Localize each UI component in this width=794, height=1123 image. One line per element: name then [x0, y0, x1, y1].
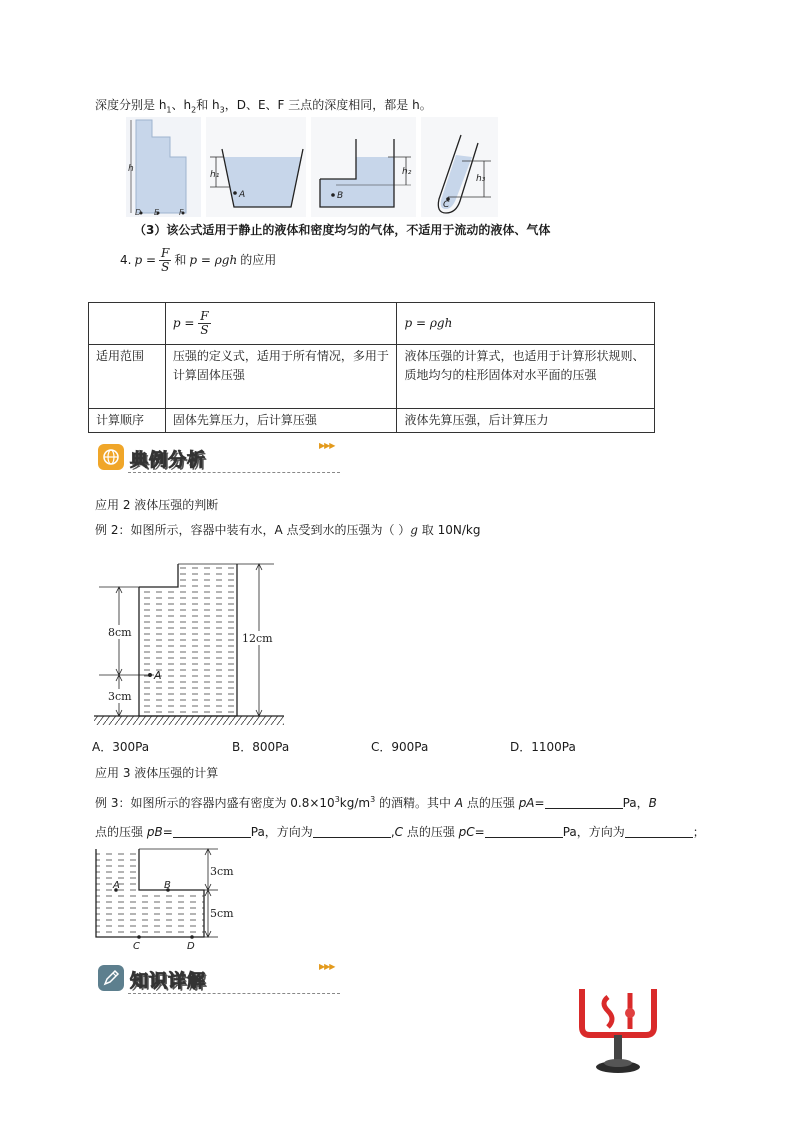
- table-header-row: [89, 303, 655, 345]
- ex3-point-c-text: C: [394, 825, 404, 839]
- ex3-text-b: kg/m: [339, 796, 371, 810]
- ex3-text-d: 点的压强: [463, 796, 519, 810]
- ex3-point-c: [137, 935, 141, 939]
- label-f: F: [179, 208, 184, 217]
- table-row: [89, 409, 655, 433]
- table-header-formula-1: [165, 303, 397, 345]
- row-scope-col1: 压强的定义式，适用于所有情况，多用于计算固体压强: [165, 345, 397, 409]
- example-2-figure: [94, 553, 299, 733]
- table-corner-cell: [89, 303, 166, 345]
- blank-pa[interactable]: [545, 795, 623, 809]
- pressure-apparatus-image: [572, 983, 664, 1079]
- example-3-line-2: 点的压强 pB= Pa，方向为 ,C 点的压强 pC= Pa，方向为 ；: [95, 825, 705, 839]
- ex3-sup-1: 3: [334, 795, 340, 804]
- ex2-text-b: 取 10N/kg: [417, 523, 481, 537]
- ex3-pc-symbol: pC: [458, 825, 475, 839]
- example-2-question: [95, 522, 480, 538]
- option-b[interactable]: B．800Pa: [232, 740, 290, 754]
- option-c[interactable]: C．900Pa: [371, 740, 429, 754]
- ex3-eq-3: =: [474, 825, 485, 839]
- intro-line: [95, 97, 432, 118]
- formula-p-eq: p =: [134, 253, 157, 267]
- header-fraction: [198, 310, 210, 337]
- stand-pole: [614, 1035, 622, 1063]
- ex3-label-3cm: 3cm: [210, 865, 234, 878]
- ground-hatch: [94, 716, 284, 725]
- ex3-sup-2: 3: [370, 795, 376, 804]
- globe-icon: [98, 444, 124, 470]
- sub-2: 2: [191, 105, 197, 115]
- ex3-point-a-text: A: [454, 796, 464, 810]
- option-a[interactable]: A．300Pa: [92, 740, 150, 754]
- beaker-liquid: [224, 157, 302, 207]
- blank-direction-b[interactable]: [313, 824, 391, 838]
- fraction-f-over-s: [159, 247, 171, 274]
- fraction-numerator: F: [161, 245, 170, 260]
- and-text: 和: [174, 253, 187, 267]
- ex2-label-8cm: 8cm: [108, 626, 132, 639]
- h3-label: h₃: [476, 174, 486, 184]
- ex3-text-c: 的酒精。其中: [375, 796, 455, 810]
- ex3-text-e: 点的压强: [95, 825, 147, 839]
- ex3-point-d: [190, 935, 194, 939]
- section-4-tail: 的应用: [240, 253, 277, 267]
- blank-pc[interactable]: [485, 824, 563, 838]
- ex3-text-a: 例 3：如图所示的容器内盛有密度为 0.8×10: [95, 796, 335, 810]
- point-a: [233, 191, 237, 195]
- ex3-pb-symbol: pB: [146, 825, 163, 839]
- fraction-denominator: S: [161, 259, 170, 274]
- label-b: B: [337, 191, 344, 201]
- ex3-label-5cm: 5cm: [210, 907, 234, 920]
- app3-heading: 应用 3 液体压强的计算: [95, 766, 219, 780]
- row-order-col2: 液体先算压强，后计算压力: [397, 409, 655, 433]
- table-row: [89, 345, 655, 409]
- example-3-line-1: [95, 792, 657, 811]
- triple-arrow-icon: ▶▶▶: [319, 441, 335, 450]
- ex2-point-a: [148, 673, 152, 677]
- row-scope-col2: 液体压强的计算式，也适用于计算形状规则、质地均匀的柱形固体对水平面的压强: [397, 345, 655, 409]
- point-b: [331, 193, 335, 197]
- intro-text-4: ，D、E、F 三点的深度相同，都是 h。: [224, 98, 432, 112]
- ex3-direction-2: Pa，方向为: [562, 825, 625, 839]
- section-4-number: 4.: [120, 253, 132, 267]
- ex2-label-12cm: 12cm: [242, 632, 273, 645]
- h2-label: h₂: [402, 167, 412, 177]
- formula-rho-g-h: p = ρgh: [189, 253, 238, 267]
- header-p-eq: p =: [172, 316, 195, 330]
- ex3-pa-symbol: pA: [518, 796, 535, 810]
- sub-3: 3: [219, 105, 225, 115]
- ex2-g: g: [410, 523, 418, 537]
- banner-underline: [128, 472, 340, 473]
- row-label-order: 计算顺序: [89, 409, 166, 433]
- ex2-text-a: 例 2：如图所示，容器中装有水，A 点受到水的压强为（ ）: [95, 523, 411, 537]
- banner-knowledge-details: [98, 962, 348, 995]
- triple-arrow-icon: ▶▶▶: [319, 962, 335, 971]
- banner-typical-examples: [98, 441, 348, 474]
- table-header-formula-2: p = ρgh: [397, 303, 655, 345]
- example-3-figure: [92, 845, 242, 953]
- banner-title: 典例分析: [130, 450, 206, 471]
- ex3-label-a: A: [113, 880, 120, 891]
- ex3-label-b: B: [164, 880, 171, 891]
- h-label: h: [128, 164, 134, 174]
- ex3-end: ；: [692, 825, 705, 839]
- intro-text-1: 深度分别是 h: [95, 98, 167, 112]
- label-e: E: [154, 208, 160, 217]
- header-fraction-num: F: [200, 309, 209, 323]
- blank-direction-c[interactable]: [625, 824, 693, 838]
- depth-figure: [126, 117, 498, 217]
- pencil-icon: [98, 965, 124, 991]
- label-a: A: [239, 190, 246, 200]
- section-4-heading: [120, 245, 276, 275]
- row-label-scope: 适用范围: [89, 345, 166, 409]
- ex2-label-a: A: [154, 669, 162, 682]
- intro-text-2: 、h: [171, 98, 192, 112]
- ex3-text-f: 点的压强: [403, 825, 459, 839]
- h1-label: h₁: [210, 170, 220, 180]
- ex3-unit-1: Pa，: [622, 796, 649, 810]
- ex3-direction-1: Pa，方向为: [250, 825, 313, 839]
- comparison-table: [88, 302, 655, 433]
- ex3-liquid: [96, 849, 204, 937]
- ex3-label-d: D: [187, 941, 195, 952]
- note-3: （3）该公式适用于静止的液体和密度均匀的气体，不适用于流动的液体、气体: [134, 223, 551, 237]
- ex3-point-b-text: B: [648, 796, 657, 810]
- row-order-col1: 固体先算压力，后计算压强: [165, 409, 397, 433]
- header-fraction-den: S: [200, 323, 209, 337]
- label-c: C: [443, 200, 450, 210]
- bulb: [625, 1008, 635, 1018]
- stand-base-top: [604, 1059, 632, 1067]
- app2-heading: 应用 2 液体压强的判断: [95, 498, 219, 512]
- option-d[interactable]: D．1100Pa: [510, 740, 576, 754]
- ex3-label-c: C: [133, 941, 140, 952]
- ex2-label-3cm: 3cm: [108, 690, 132, 703]
- label-d: D: [135, 208, 142, 217]
- ex3-eq-2: =: [162, 825, 173, 839]
- ex3-eq-1: =: [534, 796, 545, 810]
- banner-title: 知识详解: [130, 971, 206, 992]
- sub-1: 1: [166, 105, 172, 115]
- banner-underline: [128, 993, 340, 994]
- intro-text-3: 和 h: [196, 98, 220, 112]
- blank-pb[interactable]: [173, 824, 251, 838]
